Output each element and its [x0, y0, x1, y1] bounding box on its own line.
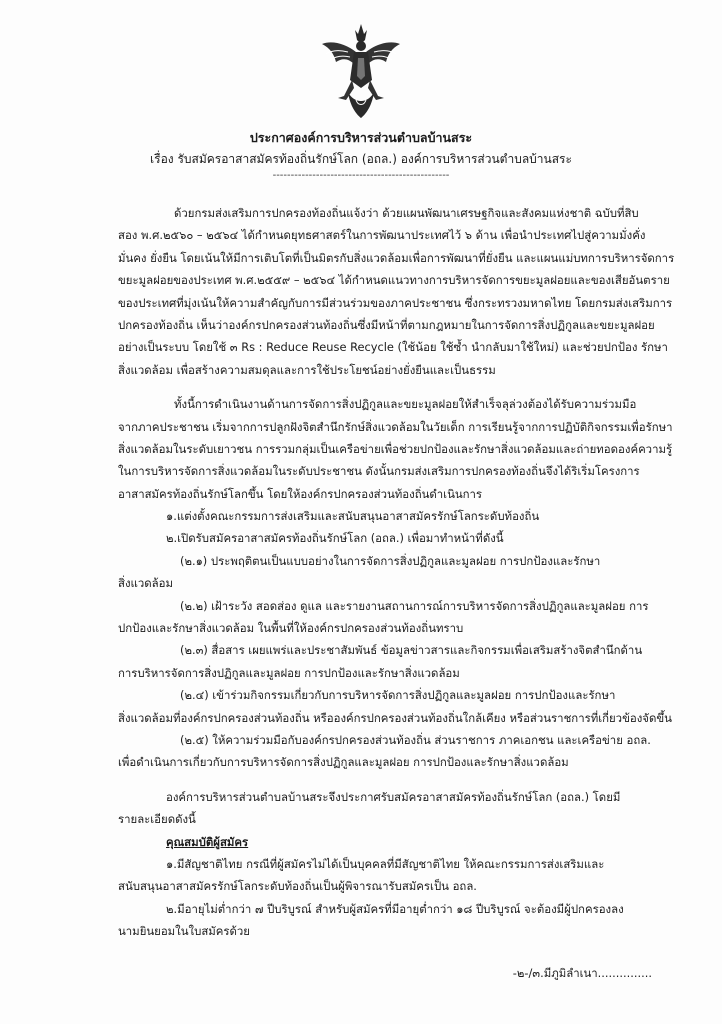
list-item: ๑.มีสัญชาติไทย กรณีที่ผู้สมัครไม่ได้เป็นบุคคลที่มีสัญชาติไทย ให้คณะกรรมการส่งเสริมและ — [166, 856, 605, 871]
paragraph-line: เพื่อดำเนินการเกี่ยวกับการบริหารจัดการสิ่งปฏิกูลและมูลฝอย การปกป้องและรักษาสิ่งแวดล้อม — [118, 755, 569, 770]
announcement-subject: เรื่อง รับสมัครอาสาสมัครท้องถิ่นรักษ์โลก (อถล.) องค์การบริหารส่วนตำบลบ้านสระ — [150, 152, 572, 166]
announcement-title: ประกาศองค์การบริหารส่วนตำบลบ้านสระ — [249, 130, 473, 145]
divider-line: ------------------------------------------------- — [272, 170, 450, 181]
paragraph-line: สอง พ.ศ.๒๕๖๐ – ๒๕๖๔ ได้กำหนดยุทธศาสตร์ในการพัฒนาประเทศไว้ ๖ ด้าน เพื่อนำประเทศไปสู่ความมั่งคั่ง — [118, 228, 646, 243]
paragraph-line: ปกป้องและรักษาสิ่งแวดล้อม ในพื้นที่ให้องค์กรปกครองส่วนท้องถิ่นทราบ — [118, 621, 464, 636]
paragraph-line: อย่างเป็นระบบ โดยใช้ ๓ Rs : Reduce Reuse Recycle (ใช้น้อย ใช้ซ้ำ นำกลับมาใช้ใหม่) และช่วยปกป้อง รักษา — [118, 340, 668, 355]
paragraph-line: องค์การบริหารส่วนตำบลบ้านสระจึงประกาศรับสมัครอาสาสมัครท้องถิ่นรักษ์โลก (อถล.) โดยมี — [166, 789, 621, 804]
list-item: (๒.๕) ให้ความร่วมมือกับองค์กรปกครองส่วนท้องถิ่น ส่วนราชการ ภาคเอกชน และเครือข่าย อถล. — [180, 732, 651, 747]
paragraph-line: รายละเอียดดังนี้ — [118, 812, 196, 827]
paragraph-line: สิ่งแวดล้อมในระดับเยาวชน การรวมกลุ่มเป็นเครือข่ายเพื่อช่วยปกป้องและรักษาสิ่งแวดล้อมและถ่ายทอดองค์ความรู้ — [118, 441, 673, 456]
list-item: (๒.๓) สื่อสาร เผยแพร่และประชาสัมพันธ์ ข้อมูลข่าวสารและกิจกรรมเพื่อเสริมสร้างจิตสำนึกด้าน — [180, 643, 643, 658]
paragraph-line: การบริหารจัดการสิ่งปฏิกูลและมูลฝอย การปกป้องและรักษาสิ่งแวดล้อม — [118, 665, 460, 680]
paragraph-line: จากภาคประชาชน เริ่มจากการปลูกฝังจิตสำนึกรักษ์สิ่งแวดล้อมในวัยเด็ก การเรียนรู้จากการปฏิบัติกิจกรรมเพื่อรักษา — [118, 419, 673, 434]
page-continuation-footer: -๒-/๓.มีภูมิลำเนา............... — [512, 966, 652, 980]
garuda-emblem-icon — [318, 22, 404, 120]
qualifications-heading: คุณสมบัติผู้สมัคร — [166, 834, 249, 849]
list-item: ๑.แต่งตั้งคณะกรรมการส่งเสริมและสนับสนุนอาสาสมัครรักษ์โลกระดับท้องถิ่น — [166, 509, 540, 524]
paragraph-line: มั่นคง ยั่งยืน โดยเน้นให้มีการเติบโตที่เป็นมิตรกับสิ่งแวดล้อมเพื่อการพัฒนาที่ยั่งยืน และแผนแม่บทการบริหารจัดการ — [118, 250, 675, 265]
paragraph-line: ปกครองท้องถิ่น เห็นว่าองค์กรปกครองส่วนท้องถิ่นซึ่งมีหน้าที่ตามกฎหมายในการจัดการสิ่งปฏิกูลและขยะมูลฝอย — [118, 317, 655, 332]
list-item: (๒.๔) เข้าร่วมกิจกรรมเกี่ยวกับการบริหารจัดการสิ่งปฏิกูลและมูลฝอย การปกป้องและรักษา — [180, 688, 616, 703]
paragraph-line: สนับสนุนอาสาสมัครรักษ์โลกระดับท้องถิ่นเป็นผู้พิจารณารับสมัครเป็น อถล. — [118, 879, 477, 894]
paragraph-line: นามยินยอมในใบสมัครด้วย — [118, 924, 250, 939]
paragraph-line: ด้วยกรมส่งเสริมการปกครองท้องถิ่นแจ้งว่า ด้วยแผนพัฒนาเศรษฐกิจและสังคมแห่งชาติ ฉบับที่สิบ — [174, 206, 639, 220]
paragraph-line: ของประเทศที่มุ่งเน้นให้ความสำคัญกับการมีส่วนร่วมของภาคประชาชน ซึ่งกระทรวงมหาดไทย โดยกรมส่งเสริมการ — [118, 295, 673, 310]
paragraph-line: ขยะมูลฝอยของประเทศ พ.ศ.๒๕๕๙ – ๒๕๖๔ ได้กำหนดแนวทางการบริหารจัดการขยะมูลฝอยและของเสียอันตราย — [118, 273, 670, 288]
list-item: (๒.๑) ประพฤติตนเป็นแบบอย่างในการจัดการสิ่งปฏิกูลและมูลฝอย การปกป้องและรักษา — [180, 553, 601, 568]
paragraph-line: สิ่งแวดล้อม — [118, 576, 173, 591]
paragraph-line: สิ่งแวดล้อม เพื่อสร้างความสมดุลและการใช้ประโยชน์อย่างยั่งยืนและเป็นธรรม — [118, 362, 496, 377]
paragraph-line: ทั้งนี้การดำเนินงานด้านการจัดการสิ่งปฏิกูลและขยะมูลฝอยให้สำเร็จลุล่วงต้องได้รับความร่วมมือ — [174, 397, 637, 412]
paragraph-line: ในการบริหารจัดการสิ่งแวดล้อมในระดับประชาชน ดังนั้นกรมส่งเสริมการปกครองท้องถิ่นจึงได้ริเริ่มโครงการ — [118, 464, 640, 479]
document-body — [118, 202, 678, 943]
paragraph-line: อาสาสมัครท้องถิ่นรักษ์โลกขึ้น โดยให้องค์กรปกครองส่วนท้องถิ่นดำเนินการ — [118, 486, 483, 501]
list-item: ๒.เปิดรับสมัครอาสาสมัครท้องถิ่นรักษ์โลก (อถล.) เพื่อมาทำหน้าที่ดังนี้ — [166, 531, 504, 546]
list-item: ๒.มีอายุไม่ต่ำกว่า ๗ ปีบริบูรณ์ สำหรับผู้สมัครที่มีอายุต่ำกว่า ๑๘ ปีบริบูรณ์ จะต้องมีผู้ปกครองลง — [166, 901, 624, 916]
list-item: (๒.๒) เฝ้าระวัง สอดส่อง ดูแล และรายงานสถานการณ์การบริหารจัดการสิ่งปฏิกูลและมูลฝอย การ — [180, 598, 649, 613]
paragraph-line: สิ่งแวดล้อมที่องค์กรปกครองส่วนท้องถิ่น หรือองค์กรปกครองส่วนท้องถิ่นใกล้เคียง หรือส่วนราชการที่เกี่ยวข้องจัดขึ้น — [118, 710, 672, 725]
